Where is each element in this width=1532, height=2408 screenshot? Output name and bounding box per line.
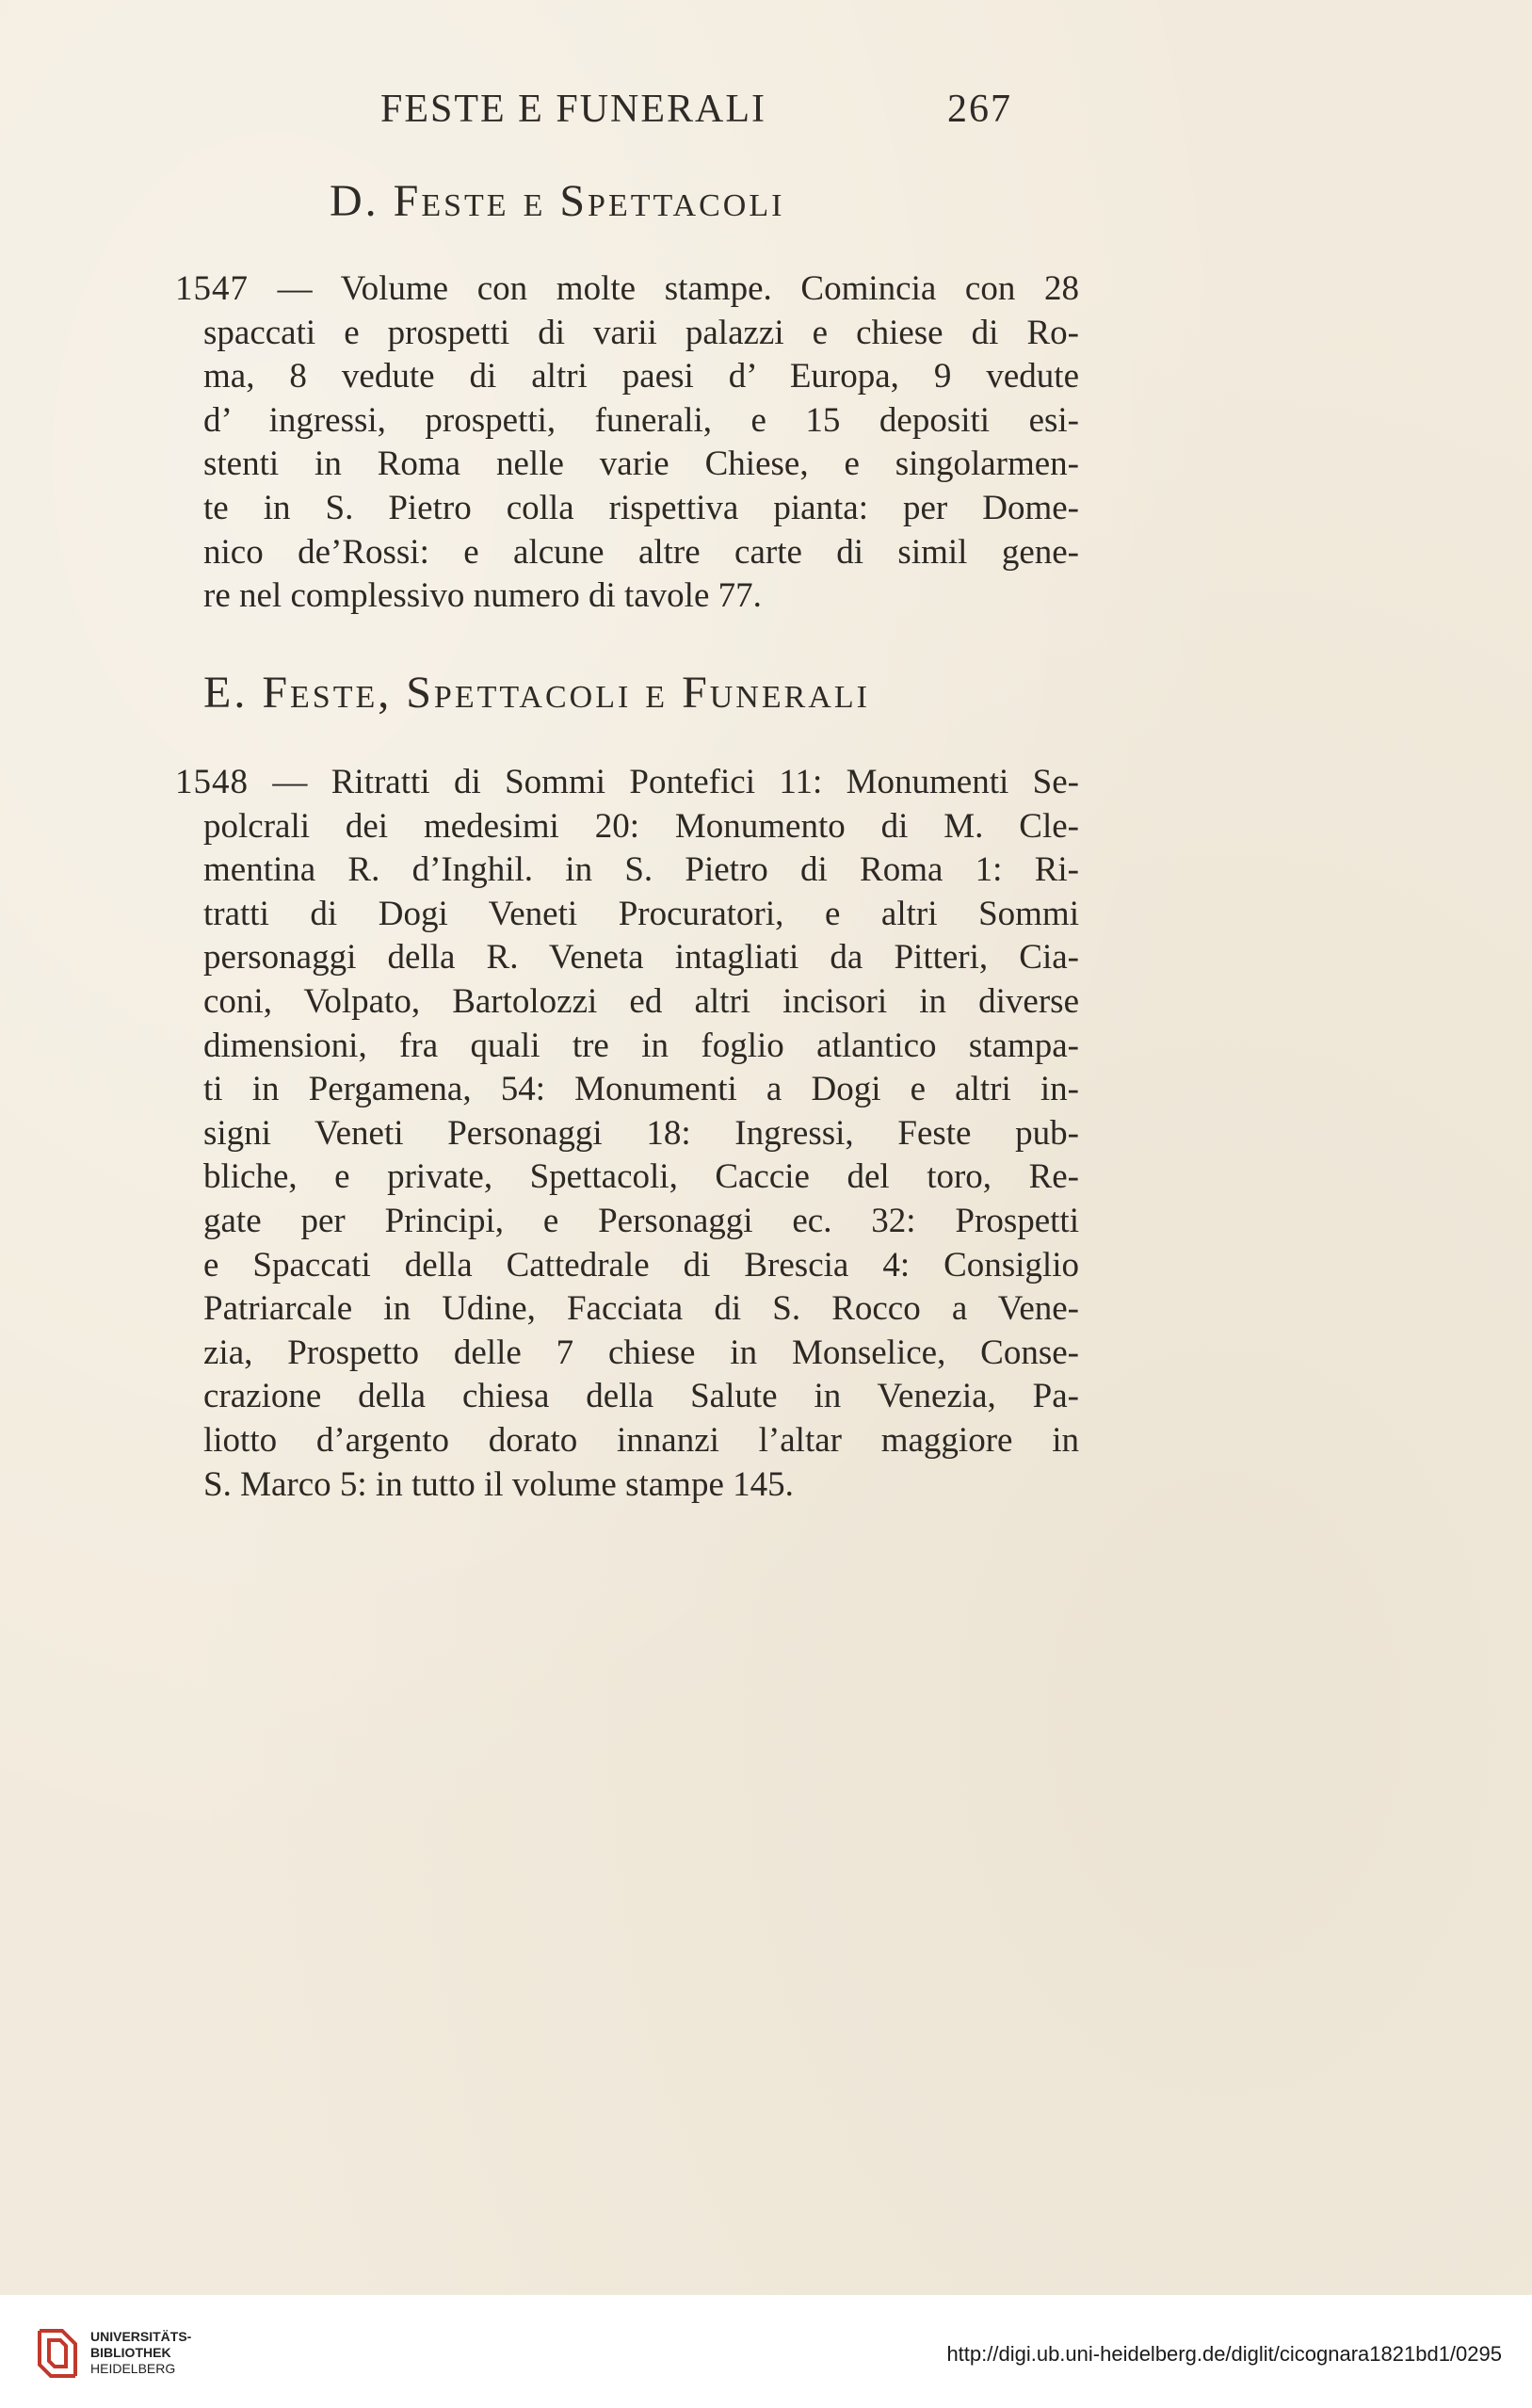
entry-line-text: — Ritratti di Sommi Pontefici 11: Monumenti Se- (249, 763, 1079, 801)
running-title: FESTE E FUNERALI (380, 88, 766, 131)
running-head (380, 87, 1153, 143)
entry-line-text: — Volume con molte stampe. Comincia con 28 (249, 269, 1079, 308)
entry-line: coni, Volpato, Bartolozzi ed altri incisori in diverse (203, 981, 1079, 1021)
entry-line: re nel complessivo numero di tavole 77. (203, 576, 762, 616)
library-name-line: UNIVERSITÄTS- (90, 2329, 192, 2344)
entry-1547 (175, 267, 1079, 619)
entry-line: polcrali dei medesimi 20: Monumento di M. Cle- (203, 806, 1079, 846)
ub-heidelberg-logo-icon[interactable] (34, 2327, 81, 2380)
entry-line: mentina R. d’Inghil. in S. Pietro di Roma 1: Ri- (203, 850, 1079, 890)
entry-line (175, 761, 1079, 805)
library-name-line: BIBLIOTHEK (90, 2345, 171, 2360)
entry-line: liotto d’argento dorato innanzi l’altar maggiore in (203, 1420, 1079, 1460)
entry-line: te in S. Pietro colla rispettiva pianta: per Dome- (203, 488, 1079, 527)
entry-line: e Spaccati della Cattedrale di Brescia 4: Consiglio (203, 1245, 1079, 1285)
viewer-footer (0, 2295, 1532, 2408)
entry-line (175, 267, 1079, 312)
entry-1548 (175, 761, 1079, 1507)
section-heading-e: E. Feste, Spettacoli e Funerali (203, 668, 870, 718)
section-heading-d: D. Feste e Spettacoli (330, 176, 785, 226)
entry-line: ma, 8 vedute di altri paesi d’ Europa, 9 vedute (203, 357, 1079, 396)
entry-line: signi Veneti Personaggi 18: Ingressi, Feste pub- (203, 1113, 1079, 1153)
entry-line: Patriarcale in Udine, Facciata di S. Rocco a Vene- (203, 1289, 1079, 1329)
entry-line: stenti in Roma nelle varie Chiese, e singolarmen- (203, 444, 1079, 484)
page-number: 267 (947, 88, 1012, 131)
entry-line: gate per Principi, e Personaggi ec. 32: Prospetti (203, 1201, 1079, 1240)
entry-line: nico de’Rossi: e alcune altre carte di simil gene- (203, 532, 1079, 572)
entry-line: spaccati e prospetti di varii palazzi e chiese di Ro- (203, 313, 1079, 352)
entry-line: zia, Prospetto delle 7 chiese in Monselice, Conse- (203, 1333, 1079, 1372)
entry-number: 1547 (175, 269, 249, 308)
entry-line: tratti di Dogi Veneti Procuratori, e altri Sommi (203, 894, 1079, 933)
entry-line: d’ ingressi, prospetti, funerali, e 15 depositi esi- (203, 400, 1079, 440)
entry-number: 1548 (175, 763, 249, 801)
entry-line: dimensioni, fra quali tre in foglio atlantico stampa- (203, 1026, 1079, 1065)
entry-line: ti in Pergamena, 54: Monumenti a Dogi e altri in- (203, 1070, 1079, 1109)
entry-line: bliche, e private, Spettacoli, Caccie del toro, Re- (203, 1157, 1079, 1197)
library-name (90, 2329, 191, 2377)
source-url-link[interactable]: http://digi.ub.uni-heidelberg.de/diglit/cicognara1821bd1/0295 (946, 2342, 1502, 2366)
entry-line: S. Marco 5: in tutto il volume stampe 145. (203, 1464, 794, 1504)
entry-line: personaggi della R. Veneta intagliati da Pitteri, Cia- (203, 938, 1079, 978)
library-name-line: HEIDELBERG (90, 2361, 176, 2376)
entry-line: crazione della chiesa della Salute in Venezia, Pa- (203, 1377, 1079, 1416)
